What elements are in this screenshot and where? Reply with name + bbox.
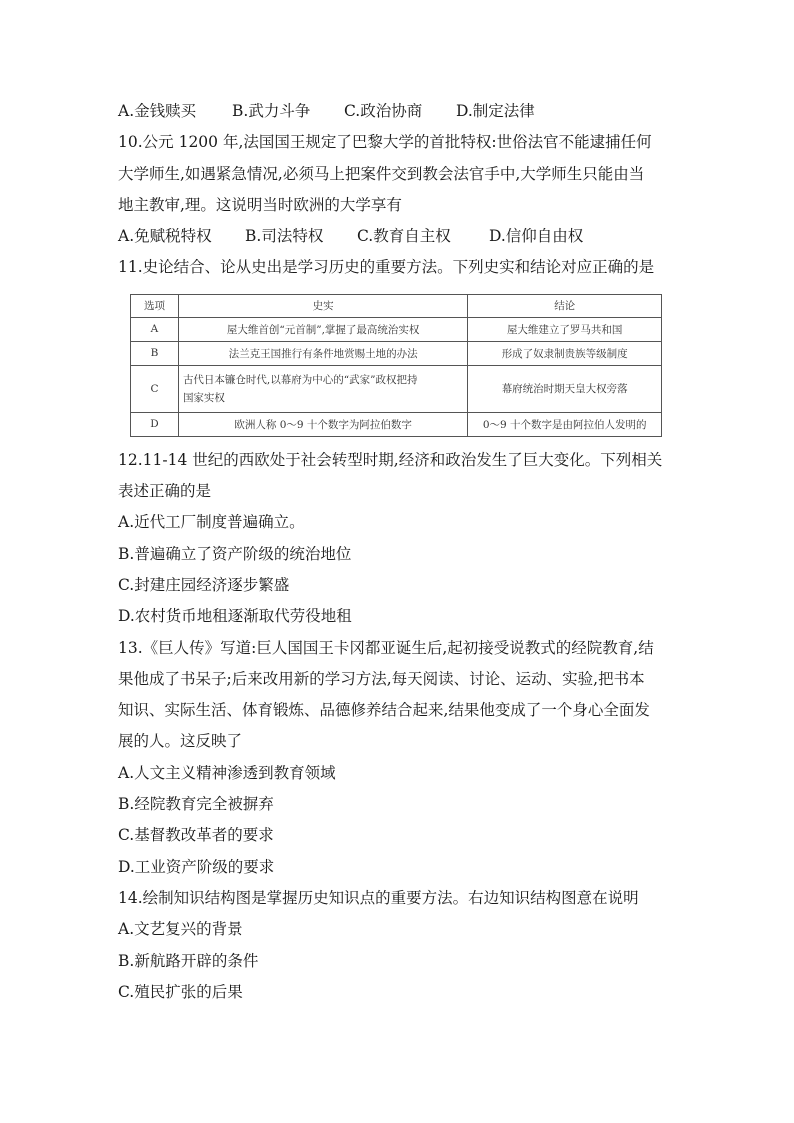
row-b-fact: 法兰克王国推行有条件地赏赐土地的办法 [178,341,467,365]
row-d-option: D [131,412,179,436]
q10-stem-line-2: 大学师生,如遇紧急情况,必须马上把案件交到教会法官手中,大学师生只能由当 [118,164,645,183]
q12-option-d: D.农村货币地租逐渐取代劳役地租 [118,607,352,626]
row-a-conclusion: 屋大维建立了罗马共和国 [468,317,662,341]
q13-stem-line-3: 知识、实际生活、体育锻炼、品德修养结合起来,结果他变成了一个身心全面发 [118,701,650,720]
q12-option-b: B.普遍确立了资产阶级的统治地位 [118,544,352,563]
q13-option-b: B.经院教育完全被摒弃 [118,795,274,814]
q12-option-c: C.封建庄园经济逐步繁盛 [118,575,290,594]
q10-option-b: B.司法特权 [245,227,324,246]
q9-option-a: A.金钱赎买 [118,102,197,120]
q10-option-c: C.教育自主权 [357,227,451,246]
q10-stem-line-1: 10.公元 1200 年,法国国王规定了巴黎大学的首批特权:世俗法官不能逮捕任何 [118,133,652,152]
q14-option-c: C.殖民扩张的后果 [118,982,243,1001]
q10-stem-line-3: 地主教审,理。这说明当时欧洲的大学享有 [118,195,402,214]
row-d-fact: 欧洲人称 0～9 十个数字为阿拉伯数字 [178,412,467,436]
row-c-conclusion: 幕府统治时期天皇大权旁落 [468,365,662,412]
q14-option-a: A.文艺复兴的背景 [118,920,243,939]
header-option: 选项 [131,294,179,317]
header-fact: 史实 [178,294,467,317]
q13-stem-line-2: 果他成了书呆子;后来改用新的学习方法,每天阅读、讨论、运动、实验,把书本 [118,669,645,688]
table-row [131,412,662,436]
table-row [131,341,662,365]
q13-stem-line-1: 13.《巨人传》写道:巨人国国王卡冈都亚诞生后,起初接受说教式的经院教育,结 [118,638,654,657]
row-c-fact [178,365,467,412]
row-c-fact-line-2: 国家实权 [182,391,225,404]
q13-stem-line-4: 展的人。这反映了 [118,732,243,751]
q13-option-d: D.工业资产阶级的要求 [118,857,275,876]
table-header-row [131,294,662,317]
row-d-conclusion: 0～9 十个数字是由阿拉伯人发明的 [468,412,662,436]
q13-option-c: C.基督教改革者的要求 [118,826,274,845]
q12-stem-line-2: 表述正确的是 [118,482,212,501]
q10-options [118,221,678,252]
q11-table [130,294,662,437]
q14-stem: 14.绘制知识结构图是掌握历史知识点的重要方法。右边知识结构图意在说明 [118,888,639,907]
q12-option-a: A.近代工厂制度普遍确立。 [118,513,305,532]
q14-option-b: B.新航路开辟的条件 [118,951,259,970]
q9-option-d: D.制定法律 [456,102,535,120]
q9-option-c: C.政治协商 [344,102,423,120]
row-b-conclusion: 形成了奴隶制贵族等级制度 [468,341,662,365]
exam-page [118,96,678,1008]
row-b-option: B [131,341,179,365]
q9-options [118,96,678,127]
q11-table-wrap [130,294,662,437]
row-c-option: C [131,365,179,412]
q11-stem: 11.史论结合、论从史出是学习历史的重要方法。下列史实和结论对应正确的是 [118,258,655,277]
row-a-fact: 屋大维首创“元首制”,掌握了最高统治实权 [178,317,467,341]
row-c-fact-line-1: 古代日本镰仓时代,以幕府为中心的“武家”政权把持 [182,373,418,386]
row-a-option: A [131,317,179,341]
q13-option-a: A.人文主义精神渗透到教育领域 [118,763,336,782]
q12-stem-line-1: 12.11-14 世纪的西欧处于社会转型时期,经济和政治发生了巨大变化。下列相关 [118,450,663,469]
header-conclusion: 结论 [468,294,662,317]
q9-option-b: B.武力斗争 [232,102,311,120]
table-row [131,365,662,412]
q10-option-a: A.免赋税特权 [118,227,212,246]
q10-option-d: D.信仰自由权 [489,227,584,246]
table-row [131,317,662,341]
